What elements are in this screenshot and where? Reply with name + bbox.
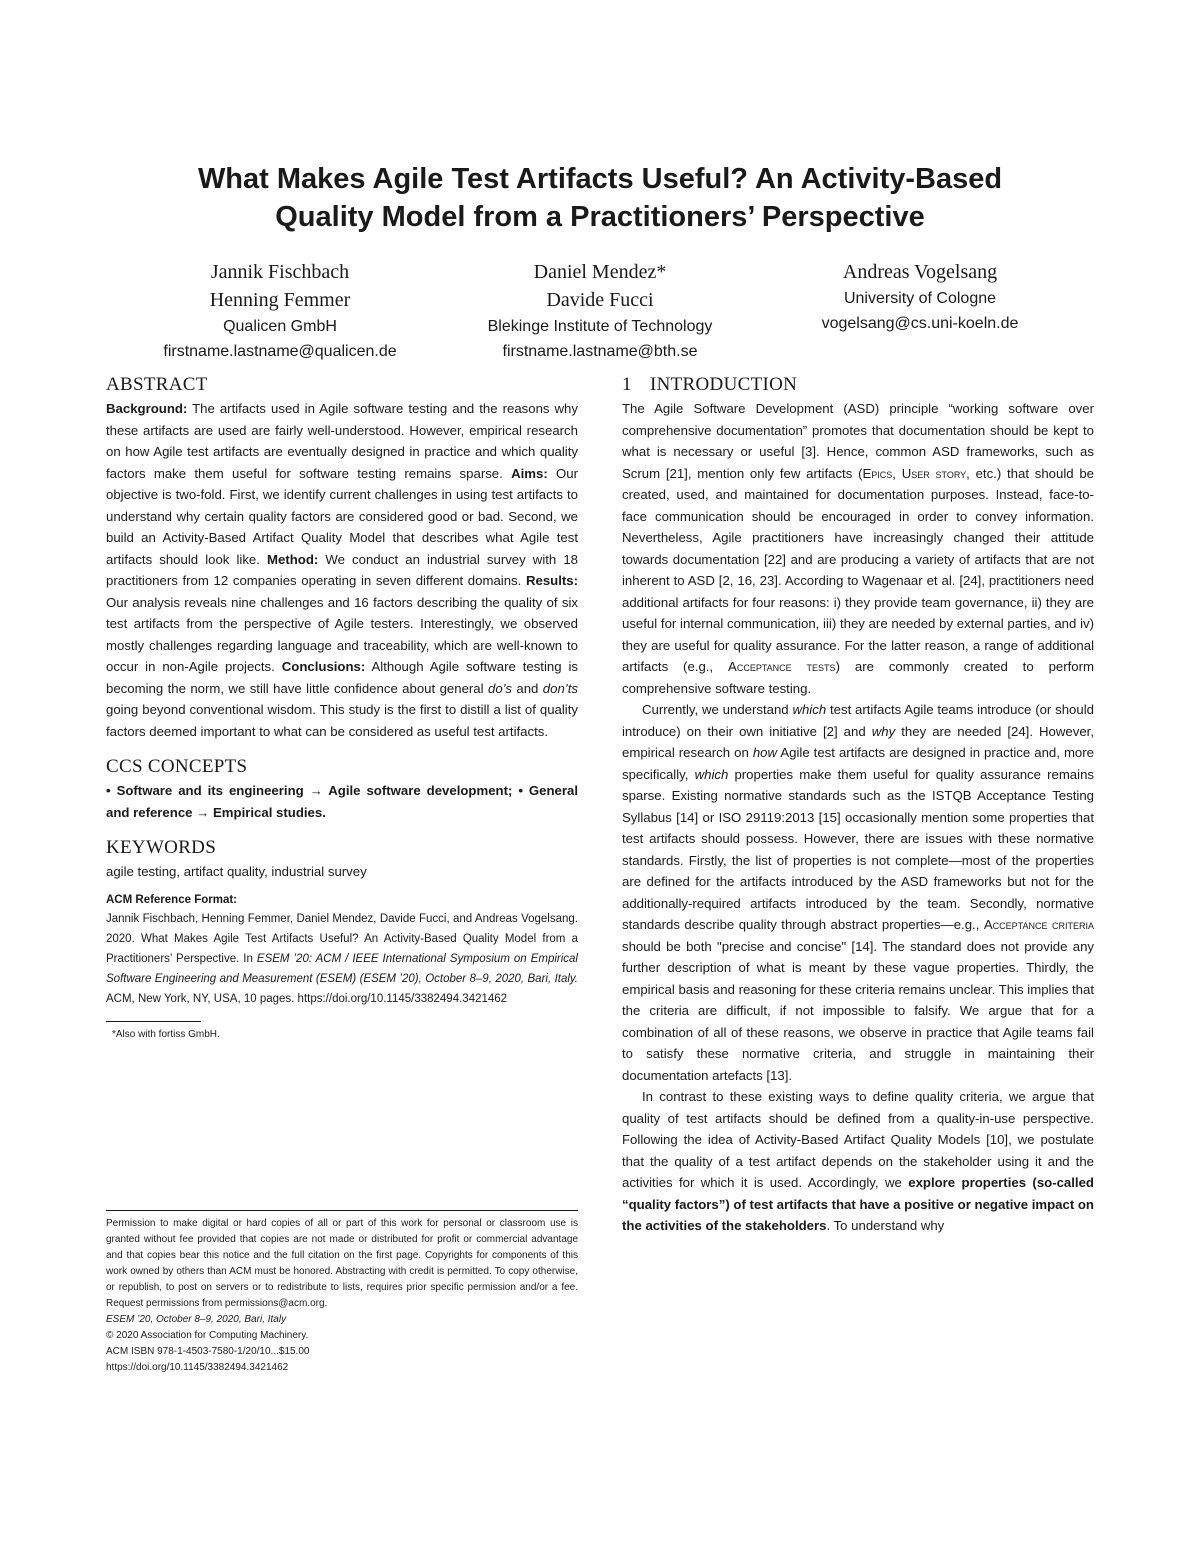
reference-heading: ACM Reference Format: — [106, 893, 237, 906]
reference-part-1: Jannik Fischbach, Henning Femmer, Daniel Mendez, Davide Fucci, and Andreas Vogelsang. 2020. What Makes Agile Test Artifacts Useful? An Activity-Based Quality Model from a Practitioners’ Perspective. In — [106, 912, 578, 965]
text-span: properties make them useful for quality assurance remains sparse. Existing normative standards such as the ISTQB Acceptance Testing Syllabus [14] or ISO 29119:2013 [15] occasionally mention some properties that test artifacts should possess. However, there are issues with these normative standards. Firstly, the list of properties is not complete—most of the properties are defined for the artifacts introduced by the ASD frameworks but not for the additionally-required artifacts introduced by the team. Secondly, normative standards describe quality through abstract properties—e.g., — [622, 766, 1094, 932]
text-span: ) are commonly created to perform comprehensive software testing. — [622, 659, 1095, 696]
abstract-donts: don’ts — [542, 680, 578, 696]
author-affiliation: University of Cologne — [843, 290, 997, 307]
text-span: The Agile Software Development (ASD) principle “working software over comprehensive documentation” promotes that documentation should be kept to what is necessary or useful [3]. Hence, common ASD frameworks, such as Scrum [21], mention only few artifacts ( — [622, 401, 1094, 481]
footnote: *Also with fortiss GmbH. — [112, 1028, 220, 1040]
right-column — [622, 372, 1094, 1237]
section-title: INTRODUCTION — [650, 374, 798, 395]
text-span: Agile test artifacts are designed in practice and, more specifically, — [622, 745, 1094, 782]
term-user-story: User story — [901, 465, 967, 481]
emph-which-2: which — [694, 766, 729, 782]
reference-part-2: ACM, New York, NY, USA, 10 pages. https://doi.org/10.1145/3382494.3421462 — [106, 992, 508, 1005]
abstract-results-label: Results: — [525, 573, 579, 588]
emph-which: which — [792, 702, 827, 717]
section-number: 1 — [622, 374, 632, 395]
abstract-method-label: Method: — [267, 551, 319, 567]
author-block-3 — [770, 258, 1070, 336]
abstract-conclusions-1: Although Agile software testing is becoming the norm, we still have little confidence about general — [106, 659, 579, 696]
intro-paragraph-3 — [622, 1086, 1094, 1237]
term-acceptance-tests: Acceptance tests — [728, 659, 836, 674]
reference-text — [106, 909, 578, 1009]
author-block-1 — [130, 258, 430, 364]
emph-why: why — [871, 723, 896, 739]
bold-research-aim: explore properties (so-called “quality factors”) of test artifacts that have a positive or negative impact on the activities of the stakeholders — [622, 1175, 1094, 1233]
abstract-background-label: Background: — [106, 401, 188, 416]
abstract-aims-label: Aims: — [511, 465, 548, 481]
abstract-results: Our analysis reveals nine challenges and 16 factors describing the quality of six test artifacts from the perspective of Agile testers. Interestingly, we observed mostly challenges regarding language and traceability, which are well-known to occur in non-Agile projects. — [106, 594, 578, 674]
abstract-aims: Our objective is two-fold. First, we identify current challenges in using test artifacts to understand why certain quality factors are considered good or bad. Second, we build an Activity-Based Artifact Quality Model that describes what Agile test artifacts should look like. — [106, 465, 578, 567]
ccs-heading: CCS CONCEPTS — [106, 756, 248, 777]
permission-rule — [106, 1210, 578, 1211]
permission-isbn: ACM ISBN 978-1-4503-7580-1/20/10...$15.00 — [106, 1346, 310, 1357]
author-email: firstname.lastname@bth.se — [502, 343, 698, 360]
author-email: firstname.lastname@qualicen.de — [163, 343, 397, 360]
text-span: Currently, we understand — [642, 702, 789, 717]
intro-heading — [622, 372, 1094, 398]
term-epics: Epics — [862, 465, 893, 481]
text-span: , etc.) that should be created, used, and maintained for documentation purposes. Instead, face-to-face communication should be encouraged in order to convey information. Nevertheless, Agile practitioners have increasingly changed their attitude towards documentation [22] and are producing a variety of artifacts that are not inherent to ASD [2, 16, 23]. According to Wagenaar et al. [24], practitioners need additional artifacts for four reasons: i) they provide team governance, ii) they are useful for internal communication, iii) they are needed by external parties, and iv) they are useful for quality assurance. For the latter reason, a range of additional artifacts (e.g., — [622, 465, 1095, 674]
text-span: test artifacts Agile teams introduce (or should introduce) on their own initiative [2] and — [622, 702, 1094, 739]
text-span: , — [892, 465, 902, 481]
author-name: Henning Femmer — [209, 289, 351, 311]
author-affiliation: Blekinge Institute of Technology — [487, 318, 713, 335]
author-name: Jannik Fischbach — [210, 261, 350, 283]
intro-paragraph-2 — [622, 699, 1094, 1086]
text-span: In contrast to these existing ways to define quality criteria, we argue that quality of test artifacts should be defined from a quality-in-use perspective. Following the idea of Activity-Based Artifact Quality Models [10], we postulate that the quality of a test artifact depends on the stakeholder using it and the activities for which it is used. Accordingly, we — [622, 1089, 1094, 1190]
abstract-text — [106, 398, 578, 742]
paper-title — [100, 160, 1100, 236]
permission-text: Permission to make digital or hard copies of all or part of this work for personal or classroom use is granted without fee provided that copies are not made or distributed for profit or commercial advantage and that copies bear this notice and the full citation on the first page. Copyrights for components of this work owned by others than ACM must be honored. Abstracting with credit is permitted. To copy otherwise, or republish, to post on servers or to redistribute to lists, requires prior specific permission and/or a fee. Request permissions from permissions@acm.org. — [106, 1218, 578, 1309]
text-span: they are needed [24]. However, empirical research on — [622, 723, 1095, 760]
abstract-conclusions-2: going beyond conventional wisdom. This study is the first to distill a list of quality factors deemed important to what can be considered as useful test artifacts. — [106, 702, 578, 739]
author-name: Daniel Mendez* — [533, 261, 667, 283]
abstract-dos: do’s — [487, 680, 512, 696]
abstract-conclusions-label: Conclusions: — [281, 659, 366, 674]
author-name: Davide Fucci — [546, 289, 654, 311]
abstract-heading: ABSTRACT — [106, 374, 208, 395]
permission-doi: https://doi.org/10.1145/3382494.3421462 — [106, 1362, 289, 1373]
term-acceptance-criteria: Acceptance criteria — [983, 917, 1094, 932]
keywords-text: agile testing, artifact quality, industrial survey — [106, 864, 367, 879]
abstract-and: and — [516, 680, 539, 696]
author-name: Andreas Vogelsang — [842, 261, 998, 283]
permission-conf: ESEM ’20, October 8–9, 2020, Bari, Italy — [106, 1314, 287, 1325]
footnote-rule — [106, 1021, 201, 1022]
permission-copyright: © 2020 Association for Computing Machinery. — [106, 1330, 309, 1341]
author-email: vogelsang@cs.uni-koeln.de — [821, 315, 1019, 332]
emph-how: how — [752, 745, 778, 760]
left-column — [106, 372, 578, 1042]
abstract-method: We conduct an industrial survey with 18 practitioners from 12 companies operating in seven different domains. — [106, 551, 579, 588]
author-block-2 — [450, 258, 750, 364]
reference-venue: ESEM ’20: ACM / IEEE International Symposium on Empirical Software Engineering and Measurement (ESEM) (ESEM ’20), October 8–9, 2020, Bari, Italy. — [106, 952, 578, 985]
permission-block — [106, 1216, 578, 1376]
title-line-2: Quality Model from a Practitioners’ Perspective — [275, 201, 925, 233]
title-line-1: What Makes Agile Test Artifacts Useful? An Activity-Based — [197, 163, 1003, 195]
author-affiliation: Qualicen GmbH — [223, 318, 337, 335]
intro-paragraph-1 — [622, 398, 1094, 699]
keywords-heading: KEYWORDS — [106, 837, 217, 858]
text-span: should be both "precise and concise" [14]. The standard does not provide any further description of what is meant by these vague properties. Thirdly, the empirical basis and reasoning for these criteria remains unclear. This implies that the criteria are difficult, if not impossible to falsify. We argue that for a combination of all of these reasons, we observe in practice that Agile teams fail to satisfy these normative criteria, and struggle in maintaining their documentation artefacts [13]. — [622, 938, 1094, 1083]
ccs-text: • Software and its engineering → Agile software development; • General and reference → Empirical studies. — [106, 783, 578, 820]
abstract-background: The artifacts used in Agile software testing and the reasons why these artifacts are used are fairly well-understood. However, empirical research on how Agile test artifacts are eventually designed in practice and which quality factors make them useful for software testing remains sparse. — [106, 401, 578, 481]
text-span: . To understand why — [826, 1218, 945, 1233]
